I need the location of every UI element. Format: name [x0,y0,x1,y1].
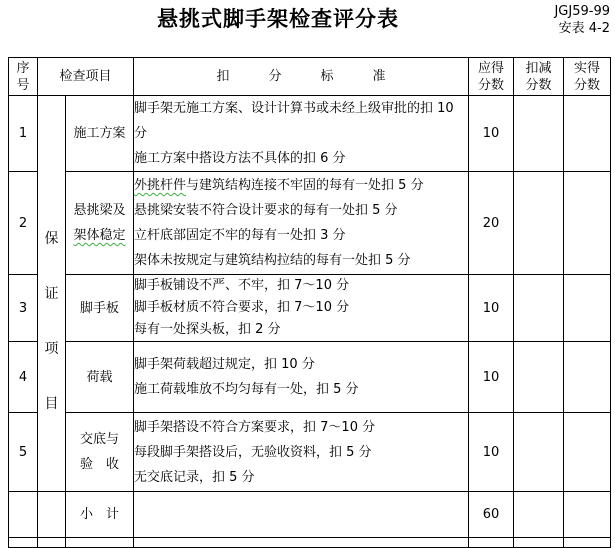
row-expected-score: 10 [469,413,514,492]
row-deducted-score[interactable] [514,275,564,342]
row-item: 施工方案 [66,96,134,172]
row-actual-score[interactable] [564,275,611,342]
row-seq: 2 [9,172,38,275]
subtotal-category-empty [38,492,66,538]
row-standards: 外挑杆件与建筑结构连接不牢固的每有一处扣 5 分 悬挑梁安装不符合设计要求的每有一处扣 5 分 立杆底部固定不牢的每有一处扣 3 分 架体未按规定与建筑结构拉结的每有一处扣 5 分 [134,172,469,275]
col-header-deducted: 扣减 分数 [514,58,564,96]
row-actual-score[interactable] [564,96,611,172]
row-item: 脚手板 [66,275,134,342]
spellcheck-underline: 架体稳定 [73,228,126,243]
row-deducted-score[interactable] [514,342,564,413]
table-row [9,413,611,492]
row-item: 交底与 验 收 [66,413,134,492]
standard-code: JGJ59-99 [554,4,610,19]
row-deducted-score[interactable] [514,96,564,172]
row-seq: 4 [9,342,38,413]
row-standards: 脚手架搭设不符合方案要求，扣 7～10 分 每段脚手架搭设后，无验收资料，扣 5 分 无交底记录，扣 5 分 [134,413,469,492]
spellcheck-underline: 外挑杆件 [134,178,187,193]
row-item: 悬挑梁及 架体稳定 [66,172,134,275]
row-expected-score: 20 [469,172,514,275]
category-cell-guarantee-items [38,96,66,492]
col-header-actual: 实得 分数 [564,58,611,96]
row-seq: 1 [9,96,38,172]
subtotal-deducted-score[interactable] [514,492,564,538]
row-expected-score: 10 [469,342,514,413]
page-title: 悬挑式脚手架检查评分表 [157,7,399,31]
table-row [9,96,611,172]
table-row [9,172,611,275]
subtotal-row [9,492,611,538]
row-deducted-score[interactable] [514,172,564,275]
row-expected-score: 10 [469,275,514,342]
row-actual-score[interactable] [564,342,611,413]
subtotal-expected-score: 60 [469,492,514,538]
row-seq: 3 [9,275,38,342]
row-standards: 脚手架荷载超过规定，扣 10 分 施工荷载堆放不均匀每有一处，扣 5 分 [134,342,469,413]
table-row [9,275,611,342]
col-header-standard: 扣 分 标 准 [134,58,469,96]
row-actual-score[interactable] [564,413,611,492]
subtotal-standards-empty [134,492,469,538]
row-standards: 脚手架无施工方案、设计计算书或未经上级审批的扣 10 分 施工方案中搭设方法不具体的扣 6 分 [134,96,469,172]
standard-reference [554,3,610,37]
subtotal-actual-score[interactable] [564,492,611,538]
col-header-expected: 应得 分数 [469,58,514,96]
col-header-seq: 序 号 [9,58,38,96]
row-expected-score: 10 [469,96,514,172]
row-deducted-score[interactable] [514,413,564,492]
subtotal-seq-empty [9,492,38,538]
partial-next-row [9,538,611,548]
inspection-score-table [8,57,611,548]
col-header-item: 检查项目 [38,58,134,96]
table-row [9,342,611,413]
subtotal-label-cell: 小 计 [66,492,134,538]
table-number: 安表 4-2 [558,21,610,36]
category-vertical-label: 保 证 项 目 [44,230,59,412]
row-seq: 5 [9,413,38,492]
row-standards: 脚手板铺设不严、不牢，扣 7～10 分 脚手板材质不符合要求，扣 7～10 分 每有一处探头板，扣 2 分 [134,275,469,342]
row-item: 荷载 [66,342,134,413]
row-actual-score[interactable] [564,172,611,275]
table-header-row [9,58,611,96]
